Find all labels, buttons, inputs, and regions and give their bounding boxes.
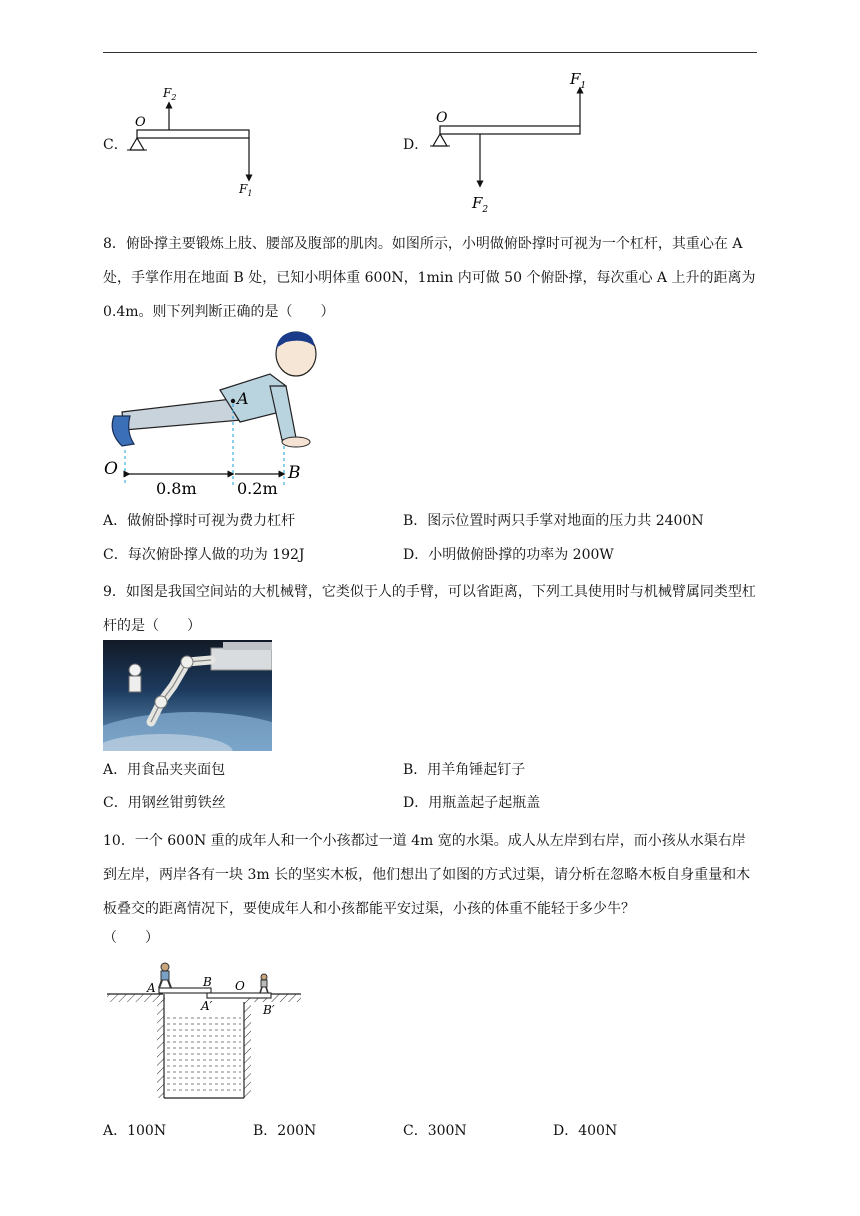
label-f2: $F_2$ bbox=[472, 194, 489, 215]
q10-question-text: 10．一个 600N 重的成年人和一个小孩都过一道 4m 宽的水渠。成人从左岸到右岸，而小孩从水渠右岸到左岸，两岸各有一块 3m 长的坚实木板，他们想出了如图的方式过渠，请分析在忽略木板自身重量和木板叠交的距离情况下，要使成年人和小孩都能平安过渠，小孩的体重不能轻于多少牛？ bbox=[103, 833, 751, 917]
header-rule bbox=[103, 52, 757, 53]
label-o: O bbox=[436, 110, 448, 126]
q8-pushup-figure bbox=[100, 328, 330, 498]
q9-robot-arm-photo bbox=[103, 640, 272, 751]
distance-1: 0.8m bbox=[156, 479, 197, 498]
q10-option-b[interactable]: B．200N bbox=[253, 1123, 317, 1139]
label-o: O bbox=[235, 979, 245, 993]
q8-option-a[interactable]: A．做俯卧撑时可视为费力杠杆 bbox=[103, 513, 296, 529]
q8-option-c[interactable]: C．每次俯卧撑人做的功为 192J bbox=[103, 547, 305, 563]
label-f2: $F_2$ bbox=[163, 86, 177, 102]
label-o: O bbox=[135, 115, 146, 130]
q9-question-text: 9．如图是我国空间站的大机械臂，它类似于人的手臂，可以省距离，下列工具使用时与机械臂属同类型杠杆的是（ ） bbox=[103, 584, 756, 634]
q9-option-b[interactable]: B．用羊角锤起钉子 bbox=[403, 762, 526, 778]
q8-option-b[interactable]: B．图示位置时两只手掌对地面的压力共 2400N bbox=[403, 513, 704, 529]
child-figure bbox=[260, 974, 268, 993]
q10-answer-paren: （ ） bbox=[103, 930, 159, 946]
fulcrum bbox=[433, 134, 447, 146]
q7-option-c-label[interactable]: C． bbox=[103, 137, 128, 153]
q7-diagram-c bbox=[125, 80, 265, 205]
lever-bar bbox=[440, 126, 580, 134]
q10-option-c[interactable]: C．300N bbox=[403, 1123, 467, 1139]
board-a2b2 bbox=[207, 993, 271, 998]
q8-option-d[interactable]: D．小明做俯卧撑的功率为 200W bbox=[403, 547, 614, 563]
q9-option-d[interactable]: D．用瓶盖起子起瓶盖 bbox=[403, 795, 541, 811]
q7-diagram-d bbox=[426, 66, 596, 218]
q10-option-d[interactable]: D．400N bbox=[553, 1123, 618, 1139]
label-a-prime: A′ bbox=[201, 999, 213, 1013]
q9-option-a[interactable]: A．用食品夹夹面包 bbox=[103, 762, 226, 778]
label-a: A bbox=[237, 389, 249, 408]
label-f1: $F_1$ bbox=[239, 182, 253, 198]
q9-option-c[interactable]: C．用钢丝钳剪铁丝 bbox=[103, 795, 226, 811]
label-b-prime: B′ bbox=[263, 1003, 275, 1017]
q7-option-d-label[interactable]: D． bbox=[403, 137, 429, 153]
label-b: B bbox=[288, 463, 301, 483]
q8-question-text: 8．俯卧撑主要锻炼上肢、腰部及腹部的肌肉。如图所示，小明做俯卧撑时可视为一个杠杆，其重心在 A 处，手掌作用在地面 B 处，已知小明体重 600N，1min 内可做 50 个俯卧撑，每次重心 A 上升的距离为 0.4m。则下列判断正确的是（ ） bbox=[103, 236, 756, 320]
adult-figure bbox=[159, 963, 171, 988]
q10-option-a[interactable]: A．100N bbox=[103, 1123, 167, 1139]
distance-2: 0.2m bbox=[237, 479, 278, 498]
label-a: A bbox=[147, 981, 156, 995]
lever-bar bbox=[137, 130, 249, 138]
fulcrum bbox=[130, 138, 144, 150]
label-b: B bbox=[203, 975, 212, 989]
label-o: O bbox=[104, 459, 118, 479]
label-f1: $F_1$ bbox=[570, 70, 587, 91]
q10-canal-diagram bbox=[103, 958, 308, 1108]
